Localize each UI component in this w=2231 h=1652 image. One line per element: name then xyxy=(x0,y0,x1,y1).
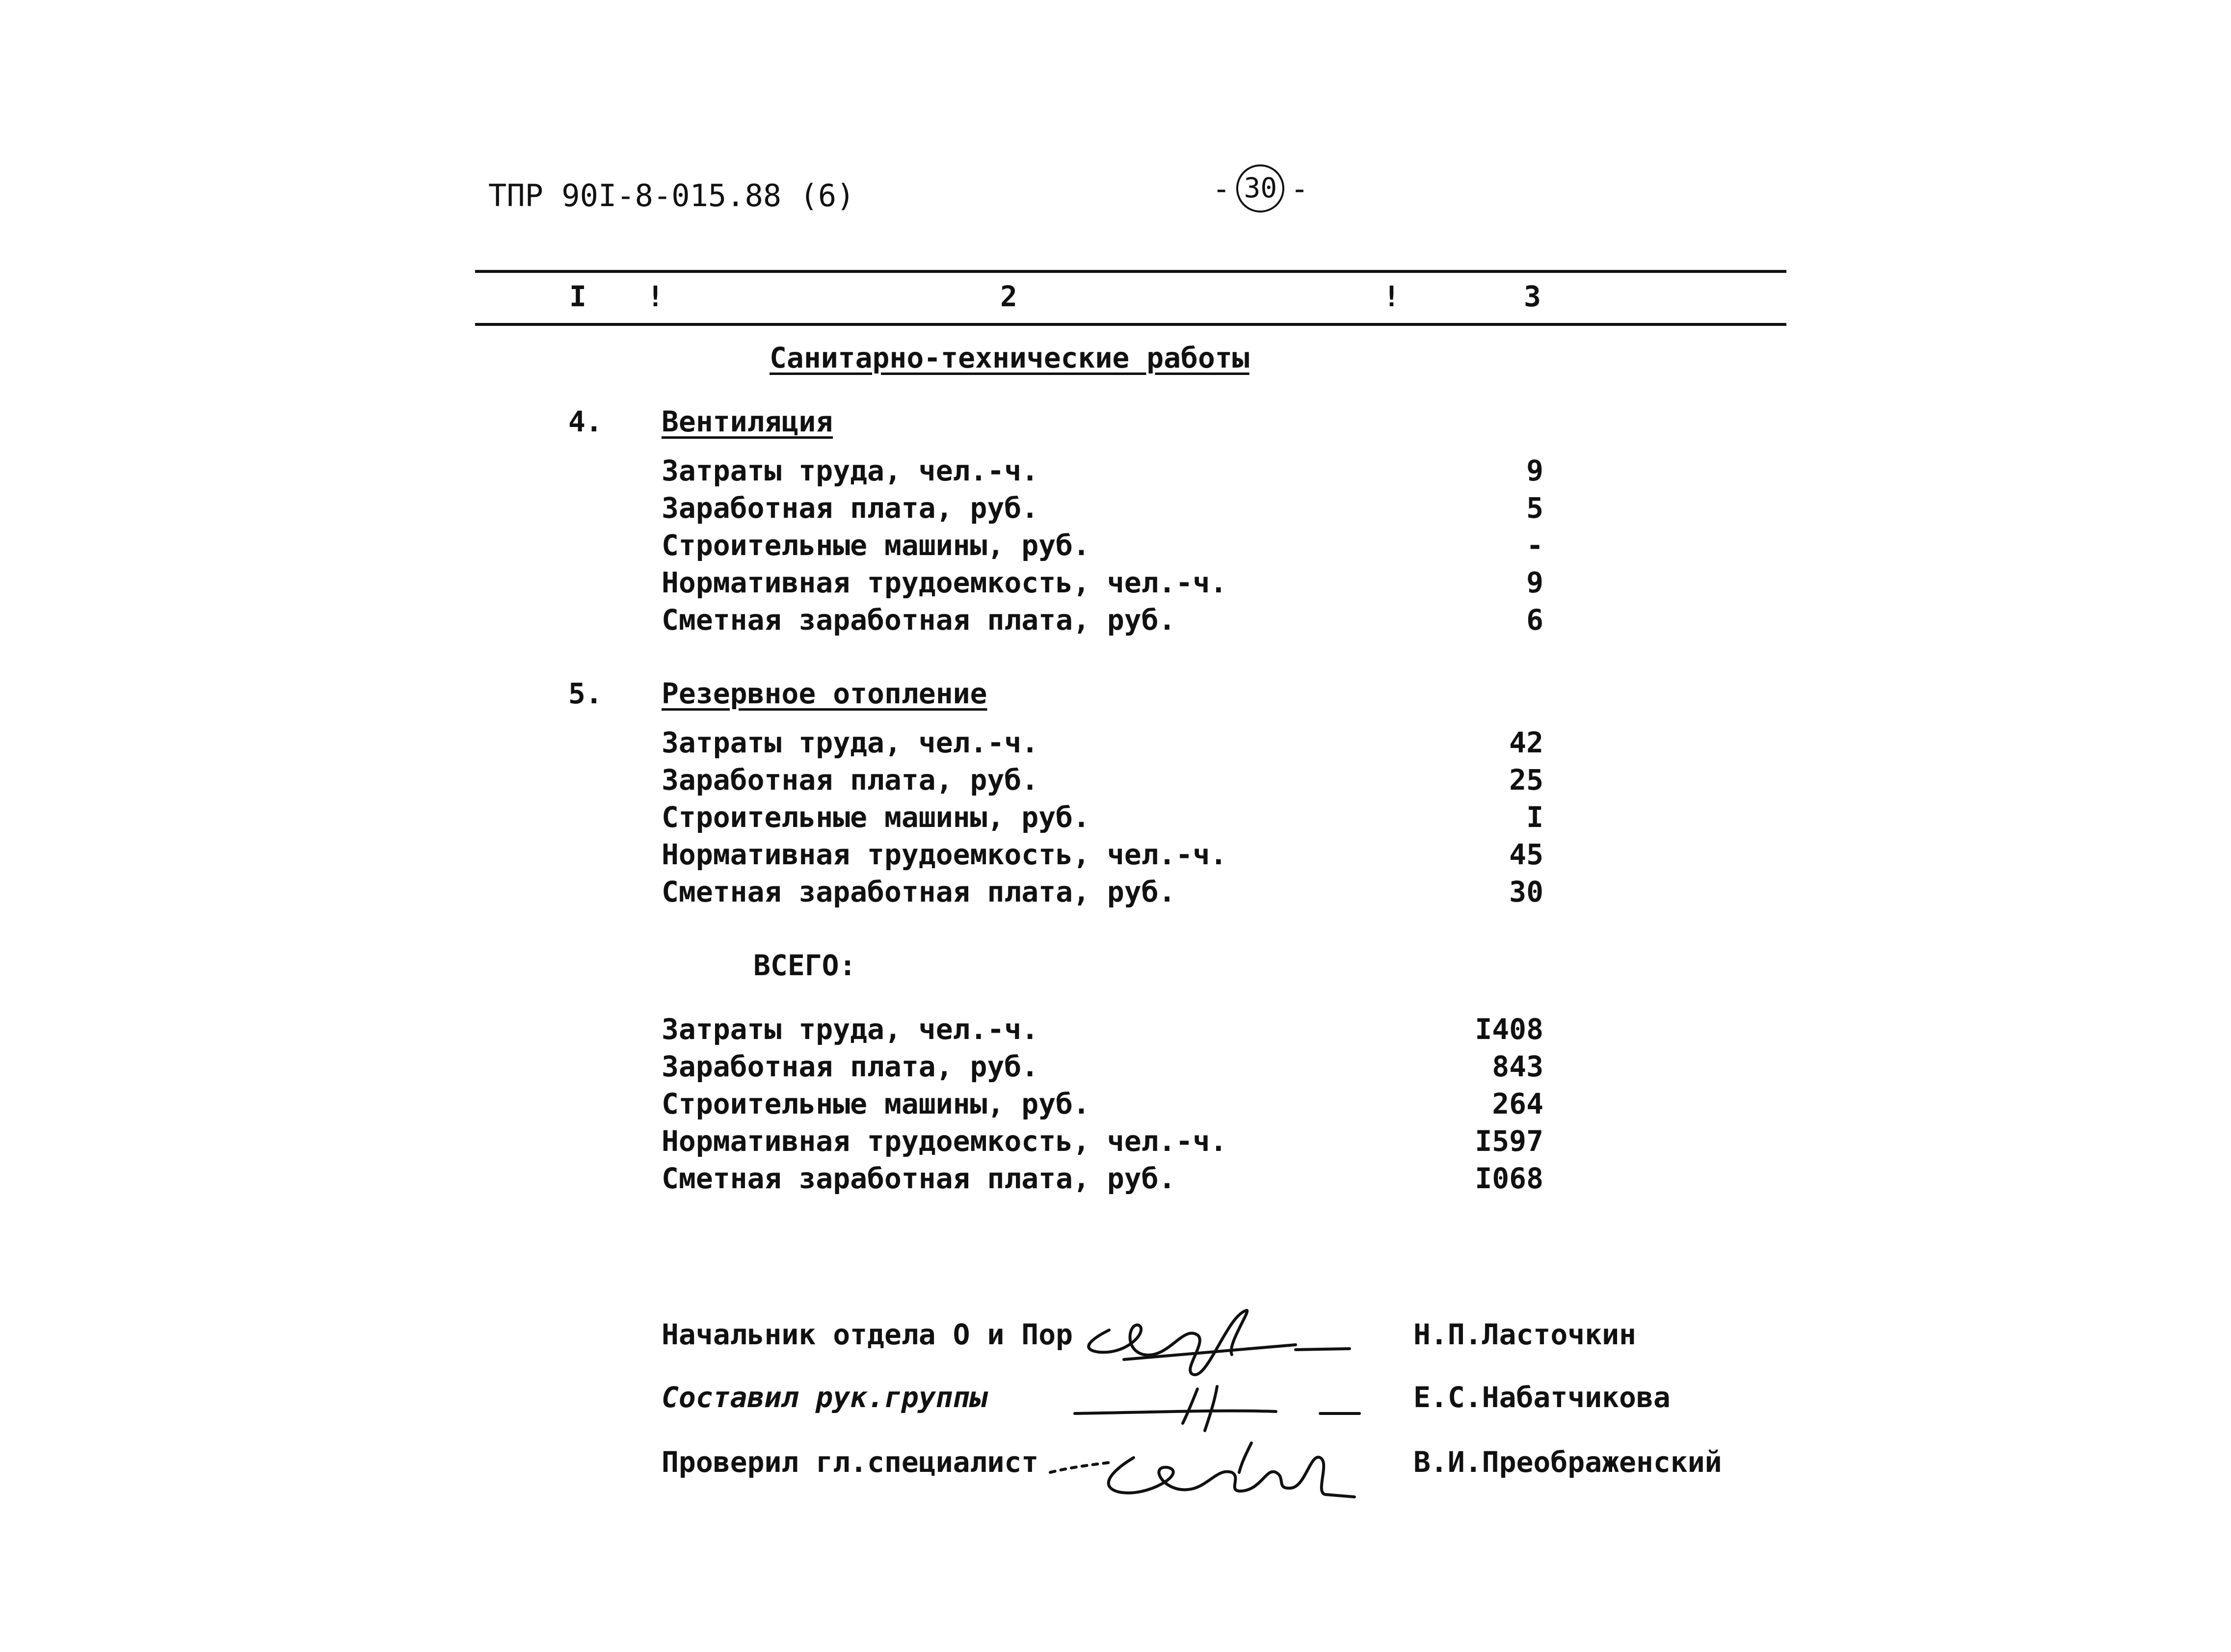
section-title: Санитарно-технические работы xyxy=(770,341,1249,374)
row-label: Сметная заработная плата, руб. xyxy=(662,875,1176,908)
section-heading: Вентиляция xyxy=(662,405,833,438)
signature-stroke-1 xyxy=(1089,1310,1247,1375)
column-header-3: 3 xyxy=(1524,280,1541,313)
total-row-label: Затраты труда, чел.-ч. xyxy=(662,1013,1039,1046)
signature-role: Начальник отдела О и Пор xyxy=(662,1318,1073,1351)
row-value: 30 xyxy=(1509,875,1543,908)
total-row-value: I408 xyxy=(1475,1013,1543,1046)
row-label: Затраты труда, чел.-ч. xyxy=(662,726,1039,759)
signature-stroke-2a xyxy=(1075,1411,1276,1413)
document-code: ТПР 90I-8-015.88 (6) xyxy=(488,178,855,213)
signature-stroke-1b xyxy=(1124,1345,1296,1359)
column-header-2: 2 xyxy=(1000,280,1017,313)
total-heading: ВСЕГО: xyxy=(753,949,856,982)
signature-stroke-2b xyxy=(1183,1386,1217,1431)
row-value: 42 xyxy=(1509,726,1543,759)
row-value: 6 xyxy=(1526,603,1543,637)
row-value: I xyxy=(1526,800,1543,834)
total-row-label: Строительные машины, руб. xyxy=(662,1087,1090,1120)
table-header-rule xyxy=(475,323,1786,326)
total-row-value: 264 xyxy=(1492,1087,1543,1120)
row-value: 5 xyxy=(1526,491,1543,525)
section-number: 4. xyxy=(568,405,603,438)
row-label: Нормативная трудоемкость, чел.-ч. xyxy=(662,566,1227,599)
row-label: Строительные машины, руб. xyxy=(662,800,1090,834)
row-value: 45 xyxy=(1509,838,1543,871)
page-number: - 30 - xyxy=(1212,164,1309,213)
handwritten-signatures xyxy=(1021,1296,1394,1521)
row-label: Нормативная трудоемкость, чел.-ч. xyxy=(662,838,1227,871)
row-value: 9 xyxy=(1526,454,1543,487)
page-number-circle: 30 xyxy=(1236,164,1284,213)
column-separator-2: ! xyxy=(1383,280,1400,313)
row-label: Затраты труда, чел.-ч. xyxy=(662,454,1039,487)
signature-role: Составил рук.группы xyxy=(662,1381,987,1414)
row-value: - xyxy=(1526,529,1543,562)
signature-name: Н.П.Ласточкин xyxy=(1413,1318,1636,1351)
column-separator-1: ! xyxy=(647,280,664,313)
column-header-1: I xyxy=(569,280,586,313)
signature-role: Проверил гл.специалист xyxy=(662,1445,1039,1479)
signature-name: Е.С.Набатчикова xyxy=(1413,1381,1671,1414)
total-row-label: Заработная плата, руб. xyxy=(662,1050,1039,1083)
total-row-label: Нормативная трудоемкость, чел.-ч. xyxy=(662,1124,1227,1158)
signature-stroke-3a xyxy=(1050,1463,1109,1472)
row-label: Строительные машины, руб. xyxy=(662,529,1090,562)
signature-name: В.И.Преображенский xyxy=(1413,1445,1722,1479)
total-row-label: Сметная заработная плата, руб. xyxy=(662,1162,1176,1195)
total-row-value: I597 xyxy=(1475,1124,1543,1158)
section-number: 5. xyxy=(568,677,603,710)
signature-stroke-1c xyxy=(1296,1349,1350,1350)
row-value: 25 xyxy=(1509,763,1543,797)
table-top-rule xyxy=(475,270,1786,273)
total-row-value: 843 xyxy=(1492,1050,1543,1083)
section-heading: Резервное отопление xyxy=(662,677,987,710)
row-value: 9 xyxy=(1526,566,1543,599)
row-label: Заработная плата, руб. xyxy=(662,763,1039,797)
signature-stroke-3b xyxy=(1109,1457,1355,1497)
total-row-value: I068 xyxy=(1475,1162,1543,1195)
row-label: Сметная заработная плата, руб. xyxy=(662,603,1176,637)
signature-stroke-3c xyxy=(1239,1443,1251,1472)
row-label: Заработная плата, руб. xyxy=(662,491,1039,525)
